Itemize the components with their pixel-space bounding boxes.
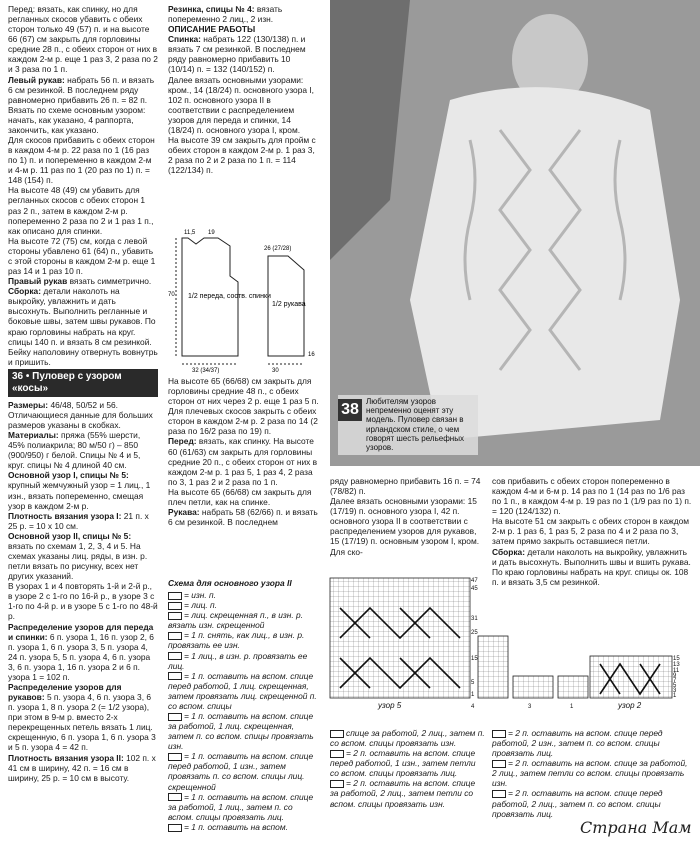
stitch-symbol-icon [168, 592, 182, 600]
col2mid-para [168, 406, 320, 436]
stitch-symbol-icon [168, 602, 182, 610]
legend-item-text: = 2 п. оставить на вспом. спице перед работой, 1 изн., затем петли со вспом. спицы провязать лиц. [330, 748, 476, 779]
row-1: 1 [471, 692, 475, 698]
legend-item-text: = 1 лиц., в изн. р. провязать ее лиц. [168, 650, 308, 671]
caption-number: 38 [338, 399, 362, 421]
col4-para [492, 516, 692, 546]
row-5b: 5 [673, 683, 677, 689]
col1b-para [8, 753, 158, 783]
row-15b: 15 [673, 656, 680, 662]
col1-para [8, 276, 158, 286]
col1-para-label: Левый рукав: [8, 74, 65, 85]
row-13: 13 [673, 662, 680, 668]
col4-para-label: Сборка: [492, 546, 525, 557]
row-9: 9 [673, 673, 677, 679]
col1b-para [8, 581, 158, 621]
legend-column-2 [330, 728, 485, 844]
col1-para-label: Правый рукав [8, 276, 68, 287]
col2top-para [168, 75, 318, 135]
col2top-para-label: Спинка: [168, 34, 201, 45]
col1b-para [8, 622, 158, 682]
legend-item [492, 788, 692, 818]
col1b-para-label: Размеры: [8, 399, 49, 410]
col3-para [330, 476, 485, 496]
caption-text: Любителям узоров непременно оценят эту модель. Пуловер связан в ирландском стиле, о чем говорят шесть рельефных узоров. [366, 397, 464, 452]
col4-para-text: детали наколоть на выкройку, увлажнить и дать высохнуть. Выполнить швы и вшить рукава. По краю горловины набрать на круг. спицы ок. 108 п. и вязать 3,5 см резинкой. [492, 546, 691, 587]
col2top-para-text: набрать 122 (130/138) п. и вязать 7 см резинкой. В последнем ряду равномерно прибавить 10 (10/14) п. = 132 (140/152) п. [168, 34, 306, 75]
stitch-symbol-icon [492, 760, 506, 768]
legend-item-text: = 2 п. оставить на вспом. спице перед работой, 2 лиц., затем п. со вспом. спицы провязать лиц. [492, 788, 663, 819]
schem-b3: 30 [272, 368, 279, 374]
stitch-symbol-icon [168, 652, 182, 660]
legend-item-text: = изн. п. [184, 590, 216, 601]
col1b-para-label: Материалы: [8, 430, 59, 441]
col1-para [8, 286, 158, 346]
col2mid-para-text: набрать 58 (62/66) п. и вязать 6 см резинкой. В последнем [168, 507, 318, 528]
legend-item [168, 600, 320, 610]
legend-item [492, 758, 692, 788]
col2mid-para-text: вязать, как спинку. На высоте 60 (61/63) см закрыть для горловины средние 20 п., с обеих сторон от них в каждом 2-м р. 1 раз 5, 1 раз 4, 2 раза по 3, 1 раз 2 и 2 раза по 1 п. [168, 436, 318, 487]
col2-mid-text-block [168, 376, 320, 527]
col1-para [8, 347, 158, 367]
col4-para-text: сов прибавить с обеих сторон попеременно в каждом 4-м и 6-м р. 14 раз по 1 (14 раз по 1/6 раз по 1 п., в каждом 4-м р. 19 раз по 1 (1/9 раз по 1) п. = 120 (124/132) п. [492, 476, 692, 517]
stitch-symbol-icon [168, 753, 182, 761]
legend-item [168, 590, 320, 600]
legend-item-text: спице за работой, 2 лиц., затем п. со вспом. спицы провязать изн. [330, 728, 485, 749]
col1-para-text: На высоте 48 (49) см убавить для регланных скосов с обеих сторон 1 раз 2 п., затем в каждом 2-м р. попеременно 2 раза по 2 и 1 раз 1 п., как описано для спинки. [8, 185, 154, 236]
photo-caption [338, 395, 478, 455]
col1-para-text: Бейку наполовину отвернуть вовнутрь и пришить. [8, 346, 158, 367]
col1b-para [8, 400, 158, 410]
col1b-para-text: 102 п. х 41 см в ширину, 42 п. = 16 см в ширину, 25 р. = 10 см в высоту. [8, 752, 156, 783]
schem-bottom: 32 (34/37) [192, 368, 220, 374]
col2top-para [168, 135, 318, 175]
col1-para-label: Сборка: [8, 286, 41, 297]
stitch-symbol-icon [330, 750, 344, 758]
schem-label1: 1/2 переда, соотв. спинки [188, 293, 271, 300]
legend-item [330, 728, 485, 748]
col2top-para [168, 34, 318, 74]
col1-para-text: Перед: вязать, как спинку, но для регланных скосов убавить с обеих сторон только 49 (57) п. и на высоте 66 (67) см закрыть для горловины средние 28 п., с обеих сторон от них в каждом 2-м р. еще 1 раз 3, 2 раза по 2 и 3 раза по 1 п. [8, 4, 158, 75]
legend-list [168, 590, 320, 832]
stitch-symbol-icon [168, 672, 182, 680]
col3-para-text: Далее вязать основными узорами: 15 (17/19) п. основного узора I, 42 п. основного узора II в соответствии с распределением узоров для рукавов, 15 (17/19) п. основным узором I, кром. Для ско- [330, 496, 480, 557]
col1b-para-text: 46/48, 50/52 и 56. [50, 399, 118, 410]
stitch-symbol-icon [330, 780, 344, 788]
chart-label-u2: узор 2 [618, 701, 642, 710]
col2mid-para [168, 376, 320, 406]
row-7: 7 [673, 678, 677, 684]
col1-para [8, 75, 158, 105]
schem-top2: 19 [208, 230, 215, 236]
col3-text-block [330, 476, 485, 557]
col1b-para-label: Основной узор II, спицы № 5: [8, 530, 132, 541]
col2top-para-label: ОПИСАНИЕ РАБОТЫ [168, 24, 256, 35]
legend-item-text: = 1 п. снять, как лиц., в изн. р. провязать ее изн. [168, 630, 305, 651]
legend-item-text: = 1 п. оставить на вспом. спице за работой, 1 лиц., затем п. со вспом. спицы провязать лиц. [168, 791, 314, 822]
legend-item-text: = лиц. п. [184, 600, 217, 611]
legend-item [168, 751, 320, 791]
col1b-para [8, 410, 158, 430]
stitch-symbol-icon [168, 632, 182, 640]
col1-para-text: детали наколоть на выкройку, увлажнить и дать высохнуть. Выполнить регланные и боковые швы, затем швы рукавов. По краю горловины набрать на круг. спицы 140 п. и вязать 8 см резинкой. [8, 286, 156, 347]
column-2-top [168, 4, 318, 226]
col2top-para [168, 24, 318, 34]
legend-item [168, 610, 320, 630]
column-3 [330, 476, 485, 566]
site-logo: Страна Мам [580, 818, 692, 837]
legend-list-3 [492, 728, 692, 819]
row-31: 31 [471, 616, 478, 622]
col1-para [8, 236, 158, 276]
legend-item-text: = 1 п. оставить на вспом. спице перед работой, 1 лиц. скрещенная, затем провязать лиц. скрещенной п. со вспом. спицы [168, 670, 317, 711]
col2mid-para-text: На высоте 65 (66/68) см закрыть для плеч петли, как на спинке. [168, 486, 312, 507]
schem-top1: 11,5 [184, 230, 196, 236]
schem-left: 70 [168, 292, 175, 298]
stitch-symbol-icon [492, 730, 506, 738]
stitch-symbol-icon [330, 730, 344, 738]
col1b-para [8, 430, 158, 470]
col2top-para-text: На высоте 39 см закрыть для пройм с обеих сторон в каждом 2-м р. 1 раз 3, 2 раза по 2 и 2 раза по 1 п. = 114 (122/134) п. [168, 135, 316, 176]
legend-item [168, 822, 320, 832]
col1b-para [8, 470, 158, 510]
col2mid-para [168, 436, 320, 486]
col1-para-text: Для скосов прибавить с обеих сторон в каждом 4-м р. 22 раза по 1 (16 раз по 1) п. и попеременно в каждом 2-м и 4-м р. 11 раз по 1 (20 раз по 1) п. = 148 (154) п. [8, 135, 155, 186]
col1b-para-text: 6 п. узора 1, 16 п. узор 2, 6 п. узора 1, 6 п. узора 3, 5 п. узора 4, 24 п. узора 5, 5 п. узора 4, 6 п. узора 3, 6 п. узора 1, 16 п. узора 2 и 6 п. узора 1 = 102 п. [8, 631, 154, 682]
stitch-symbol-icon [168, 713, 182, 721]
legend-title: Схема для основного узора II [168, 578, 292, 588]
legend-item [330, 778, 485, 808]
chart-label-u5: узор 5 [378, 701, 402, 710]
row-45: 45 [471, 586, 478, 592]
chart-label-u3: 3 [528, 704, 532, 710]
legend-item [168, 630, 320, 650]
col1b-para-text: 21 п. х 25 р. = 10 х 10 см. [8, 510, 149, 531]
row-25: 25 [471, 630, 478, 636]
col2top-para-label: Резинка, спицы № 4: [168, 4, 255, 14]
legend-item-text: = 1 п. оставить на вспом. [184, 821, 288, 832]
column-1 [8, 4, 158, 844]
col1-para-text: вязать симметрично. [69, 276, 152, 287]
legend-column [168, 578, 320, 844]
garment-schematic [168, 226, 324, 374]
legend-item [168, 651, 320, 671]
col1b-para [8, 682, 158, 753]
col1b-para-text: пряжа (55% шерсти, 45% полиакрила; 80 м/50 г) – 850 (900/950) г белой. Спицы № 4 и 5, круг. спицы № 4 длиной 40 см. [8, 430, 141, 471]
row-1b: 1 [673, 693, 677, 699]
row-5: 5 [471, 680, 475, 686]
col3-para [330, 496, 485, 556]
row-3: 3 [673, 688, 677, 694]
legend-item-text: = 1 п. оставить на вспом. спице за работой, 1 лиц. скрещенная, затем п. со вспом. спицы провязать изн. [168, 711, 314, 752]
chart-label-u1: 1 [570, 704, 574, 710]
section-header: 36 • Пуловер с узором «косы» [8, 369, 158, 397]
col2-top-text-block [168, 4, 318, 175]
legend-item [168, 711, 320, 751]
stitch-symbol-icon [492, 790, 506, 798]
col1b-para-text: В узорах 1 и 4 повторять 1-й и 2-й р., в узоре 2 с 1-го по 16-й р., в узоре 3 с 1-го по 4-й р. и в узоре 5 с 1-го по 48-й р. [8, 581, 158, 622]
col2mid-para-label: Перед: [168, 436, 197, 447]
column-2-mid [168, 376, 320, 574]
col1-para-text: Вязать по схеме основным узором: начать, как указано, 4 раппорта, закончить, как указано. [8, 104, 146, 135]
col1b-para-text: Отличающиеся данные для больших размеров указаны в скобках. [8, 409, 153, 430]
col1-para [8, 4, 158, 75]
col4-para [492, 476, 692, 516]
col2top-para-text: Далее вязать основными узорами: кром., 14 (18/24) п. основного узора I, 102 п. основного узора II в соответствии с распределением узоров для переда и спинки, 14 (18/24) п. основного узора I, кром. [168, 74, 315, 135]
legend-item [168, 671, 320, 711]
col1b-para-text: 5 п. узора 4, 6 п. узора 3, 6 п. узора 1, 8 п. узора 2 (= 1/2 узора), при этом в 9-м р. вместо 2-х перекрещенных петель вязать 1 лиц. скрещенную, 6 п. узора 1, 6 п. узора 3 и 5 п. узора 4 = 42 п. [8, 692, 156, 753]
col1-para-text: набрать 56 п. и вязать 6 см резинкой. В последнем ряду равномерно прибавить 26 п. = 82 п. [8, 74, 155, 105]
col1b-para-label: Основной узор I, спицы № 5: [8, 470, 129, 481]
schem-right: 26 (27/28) [264, 246, 292, 252]
col1b-para-label: Распределение узоров для рукавов: [8, 682, 122, 703]
row-47: 47 [471, 578, 478, 584]
row-15: 15 [471, 656, 478, 662]
col4-para-text: На высоте 51 см закрыть с обеих сторон в каждом 2-м р. 1 раз 6, 1 раз 5, 2 раза по 4 и 2 раза по 3, затем прямо закрыть оставшиеся петли. [492, 516, 690, 547]
legend-item-text: = лиц. скрещенная п., в изн. р. вязать изн. скрещенной [168, 610, 304, 631]
col1b-para-text: вязать по схемам 1, 2, 3, 4 и 5. На схемах указаны лиц. ряды, в изн. р. петли вязать по рисунку, всех нет других указаний. [8, 540, 148, 582]
col2top-para [168, 4, 318, 24]
schem-label2: 1/2 рукава [272, 301, 306, 308]
col1b-para-label: Плотность вязания узора I: [8, 510, 122, 521]
col1-para [8, 185, 158, 235]
legend-item-text: = 2 п. оставить на вспом. спице перед работой, 2 изн., затем п. со вспом. спицы провязать лиц. [492, 728, 663, 759]
col1b-text-block [8, 400, 158, 783]
col2mid-para-text: Для плечевых скосов закрыть с обеих сторон в каждом 2-м р. 2 раза по 14 (2 раза по 16/2 раза по 19) п. [168, 406, 318, 437]
col2mid-para [168, 487, 320, 507]
col4-text-block [492, 476, 692, 587]
legend-item [330, 748, 485, 778]
stitch-symbol-icon [168, 793, 182, 801]
knitting-chart [328, 576, 678, 716]
legend-list-2 [330, 728, 485, 809]
col2mid-para [168, 507, 320, 527]
col1b-para-label: Распределение узоров для переда и спинки: [8, 621, 154, 642]
col2top-para-text: вязать попеременно 2 лиц., 2 изн. [168, 4, 283, 25]
col1b-para [8, 511, 158, 531]
col2mid-para-text: На высоте 65 (66/68) см закрыть для горловины средние 48 п., с обеих сторон от них через 2 р. еще 1 раз 5 п. [168, 376, 319, 407]
legend-item-text: = 1 п. оставить на вспом. спице перед работой, 1 изн., затем провязать п. со вспом. спицы лиц. скрещенной [168, 751, 314, 792]
stitch-symbol-icon [168, 824, 182, 832]
schem-b2: 16 [308, 352, 315, 358]
col1b-para-label: Плотность вязания узора II: [8, 752, 124, 763]
col2mid-para-label: Рукава: [168, 507, 200, 518]
legend-item [168, 792, 320, 822]
row-11: 11 [673, 668, 680, 674]
stitch-symbol-icon [168, 612, 182, 620]
legend-item-text: = 2 п. оставить на вспом. спице за работой, 2 лиц., затем петли со вспом. спицы провязать изн. [330, 778, 476, 809]
legend-item-text: = 2 п. оставить на вспом. спице за работой, 2 лиц., затем петли со вспом. спицы провязать изн. [492, 758, 688, 789]
col1b-para [8, 531, 158, 581]
col1b-para-text: крупный жемчужный узор = 1 лиц., 1 изн., вязать попеременно, смещая узор в каждом 2-м р. [8, 480, 151, 511]
col1-para-text: На высоте 72 (75) см, когда с левой стороны убавлено 61 (64) п., убавить с этой стороны в каждом 2-м р. еще 1 раз 14 и 1 раз 10 п. [8, 235, 156, 277]
col1-text-block [8, 4, 158, 367]
legend-item [492, 728, 692, 758]
col1-para [8, 135, 158, 185]
legend-column-3 [492, 728, 692, 818]
col1-para [8, 105, 158, 135]
chart-label-u4: 4 [471, 704, 475, 710]
col3-para-text: ряду равномерно прибавить 16 п. = 74 (78/82) п. [330, 476, 481, 497]
